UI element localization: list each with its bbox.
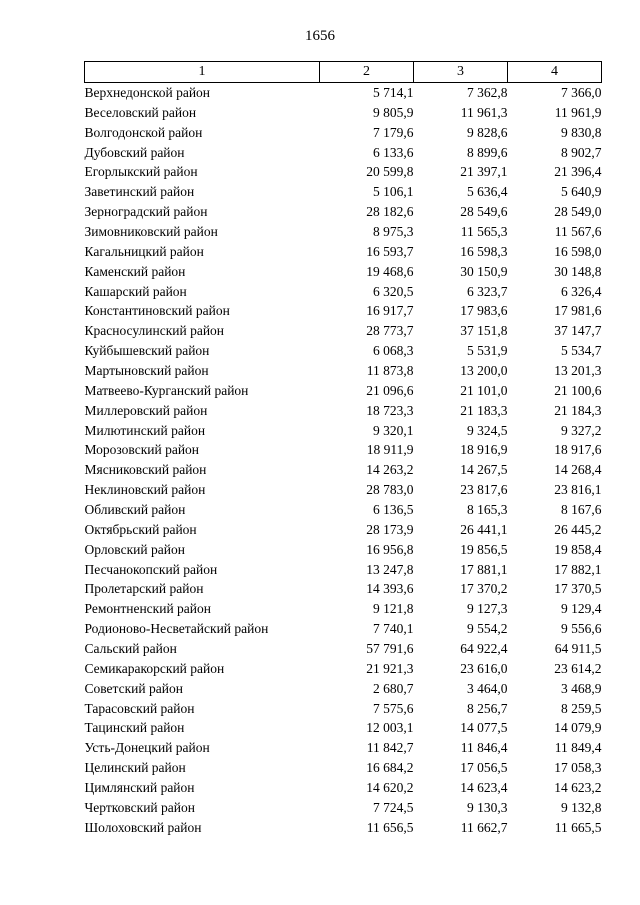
value-col2-cell: 14 263,2 bbox=[366, 462, 414, 478]
district-name-cell: Семикаракорский район bbox=[84, 660, 225, 676]
district-name-cell: Дубовский район bbox=[84, 144, 185, 160]
table-row bbox=[85, 599, 602, 619]
value-col2-cell: 6 320,5 bbox=[373, 283, 414, 299]
table-row bbox=[85, 421, 602, 441]
district-name-cell: Егорлыкский район bbox=[84, 164, 198, 180]
value-col4-cell: 5 534,7 bbox=[561, 343, 602, 359]
table-row bbox=[85, 480, 602, 500]
table-row bbox=[85, 123, 602, 143]
district-name-cell: Тацинский район bbox=[84, 720, 185, 736]
district-name-cell: Тарасовский район bbox=[84, 700, 195, 716]
table-row bbox=[85, 440, 602, 460]
district-name-cell: Советский район bbox=[84, 680, 183, 696]
value-col3-cell: 8 256,7 bbox=[467, 700, 508, 716]
district-name-cell: Ремонтненский район bbox=[84, 601, 211, 617]
table-row bbox=[85, 282, 602, 302]
value-col2-cell: 7 575,6 bbox=[373, 700, 414, 716]
table-row bbox=[85, 460, 602, 480]
value-col4-cell: 21 396,4 bbox=[554, 164, 602, 180]
value-col4-cell: 9 132,8 bbox=[561, 799, 602, 815]
table-row bbox=[85, 699, 602, 719]
district-name-cell: Пролетарский район bbox=[84, 581, 204, 597]
value-col3-cell: 28 549,6 bbox=[460, 204, 508, 220]
value-col4-cell: 64 911,5 bbox=[554, 640, 602, 656]
district-name-cell: Родионово-Несветайский район bbox=[84, 621, 269, 637]
table-row bbox=[85, 738, 602, 758]
value-col4-cell: 17 882,1 bbox=[554, 561, 602, 577]
value-col4-cell: 21 100,6 bbox=[554, 382, 602, 398]
value-col4-cell: 18 917,6 bbox=[554, 442, 602, 458]
district-name-cell: Чертковский район bbox=[84, 799, 195, 815]
value-col2-cell: 20 599,8 bbox=[366, 164, 414, 180]
table-row bbox=[85, 103, 602, 123]
value-col2-cell: 6 133,6 bbox=[373, 144, 414, 160]
district-name-cell: Обливский район bbox=[84, 501, 186, 517]
value-col4-cell: 28 549,0 bbox=[554, 204, 602, 220]
value-col2-cell: 11 873,8 bbox=[366, 362, 414, 378]
district-name-cell: Зимовниковский район bbox=[84, 223, 218, 239]
table-row bbox=[85, 341, 602, 361]
value-col3-cell: 9 130,3 bbox=[467, 799, 508, 815]
value-col3-cell: 19 856,5 bbox=[460, 541, 508, 557]
value-col2-cell: 5 714,1 bbox=[373, 84, 414, 100]
value-col2-cell: 21 096,6 bbox=[366, 382, 414, 398]
column-header-3: 3 bbox=[414, 62, 508, 83]
value-col2-cell: 6 136,5 bbox=[373, 501, 414, 517]
value-col3-cell: 9 828,6 bbox=[467, 124, 508, 140]
value-col3-cell: 17 056,5 bbox=[460, 760, 508, 776]
value-col2-cell: 7 740,1 bbox=[373, 621, 414, 637]
value-col2-cell: 12 003,1 bbox=[366, 720, 414, 736]
value-col3-cell: 21 183,3 bbox=[460, 402, 508, 418]
value-col4-cell: 30 148,8 bbox=[554, 263, 602, 279]
value-col3-cell: 11 662,7 bbox=[460, 819, 508, 835]
value-col4-cell: 6 326,4 bbox=[561, 283, 602, 299]
column-header-2: 2 bbox=[320, 62, 414, 83]
value-col4-cell: 17 370,5 bbox=[554, 581, 602, 597]
table-row bbox=[85, 500, 602, 520]
value-col2-cell: 28 783,0 bbox=[366, 482, 414, 498]
value-col2-cell: 11 842,7 bbox=[366, 740, 414, 756]
table-row bbox=[85, 818, 602, 838]
value-col2-cell: 9 805,9 bbox=[373, 104, 414, 120]
table-row bbox=[85, 798, 602, 818]
value-col4-cell: 9 129,4 bbox=[561, 601, 602, 617]
value-col2-cell: 11 656,5 bbox=[366, 819, 414, 835]
value-col3-cell: 14 267,5 bbox=[460, 462, 508, 478]
district-name-cell: Сальский район bbox=[84, 640, 177, 656]
district-name-cell: Мясниковский район bbox=[84, 462, 207, 478]
value-col3-cell: 17 370,2 bbox=[460, 581, 508, 597]
table-row bbox=[85, 639, 602, 659]
table-row bbox=[85, 222, 602, 242]
value-col2-cell: 7 724,5 bbox=[373, 799, 414, 815]
value-col4-cell: 26 445,2 bbox=[554, 521, 602, 537]
value-col2-cell: 18 723,3 bbox=[366, 402, 414, 418]
value-col4-cell: 9 830,8 bbox=[561, 124, 602, 140]
value-col3-cell: 11 961,3 bbox=[460, 104, 508, 120]
value-col3-cell: 26 441,1 bbox=[460, 521, 508, 537]
value-col4-cell: 21 184,3 bbox=[554, 402, 602, 418]
value-col4-cell: 11 567,6 bbox=[554, 223, 602, 239]
value-col3-cell: 9 324,5 bbox=[467, 422, 508, 438]
value-col2-cell: 16 684,2 bbox=[366, 760, 414, 776]
table-row bbox=[85, 202, 602, 222]
value-col2-cell: 13 247,8 bbox=[366, 561, 414, 577]
district-name-cell: Верхнедонской район bbox=[84, 84, 211, 100]
value-col2-cell: 28 773,7 bbox=[366, 323, 414, 339]
value-col3-cell: 6 323,7 bbox=[467, 283, 508, 299]
table-row bbox=[85, 381, 602, 401]
value-col4-cell: 17 981,6 bbox=[554, 303, 602, 319]
value-col2-cell: 7 179,6 bbox=[373, 124, 414, 140]
district-name-cell: Заветинский район bbox=[84, 184, 195, 200]
value-col3-cell: 30 150,9 bbox=[460, 263, 508, 279]
value-col3-cell: 5 636,4 bbox=[467, 184, 508, 200]
value-col2-cell: 2 680,7 bbox=[373, 680, 414, 696]
district-name-cell: Куйбышевский район bbox=[84, 343, 210, 359]
table-row bbox=[85, 83, 602, 103]
value-col3-cell: 64 922,4 bbox=[460, 640, 508, 656]
value-col3-cell: 37 151,8 bbox=[460, 323, 508, 339]
table-row bbox=[85, 162, 602, 182]
value-col3-cell: 9 554,2 bbox=[467, 621, 508, 637]
table-row bbox=[85, 560, 602, 580]
value-col3-cell: 7 362,8 bbox=[467, 84, 508, 100]
district-name-cell: Усть-Донецкий район bbox=[84, 740, 210, 756]
value-col2-cell: 19 468,6 bbox=[366, 263, 414, 279]
value-col4-cell: 17 058,3 bbox=[554, 760, 602, 776]
value-col2-cell: 5 106,1 bbox=[373, 184, 414, 200]
page-number: 1656 bbox=[305, 28, 335, 44]
value-col2-cell: 18 911,9 bbox=[366, 442, 414, 458]
value-col3-cell: 14 077,5 bbox=[460, 720, 508, 736]
district-name-cell: Миллеровский район bbox=[84, 402, 208, 418]
value-col4-cell: 16 598,0 bbox=[554, 243, 602, 259]
value-col3-cell: 23 616,0 bbox=[460, 660, 508, 676]
table-row bbox=[85, 401, 602, 421]
value-col2-cell: 16 917,7 bbox=[366, 303, 414, 319]
district-name-cell: Матвеево-Курганский район bbox=[84, 382, 249, 398]
value-col2-cell: 9 320,1 bbox=[373, 422, 414, 438]
district-name-cell: Неклиновский район bbox=[84, 482, 206, 498]
value-col3-cell: 3 464,0 bbox=[467, 680, 508, 696]
table-row bbox=[85, 758, 602, 778]
table-row bbox=[85, 182, 602, 202]
value-col2-cell: 14 620,2 bbox=[366, 780, 414, 795]
district-name-cell: Цимлянский район bbox=[84, 780, 195, 795]
value-col4-cell: 19 858,4 bbox=[554, 541, 602, 557]
value-col2-cell: 6 068,3 bbox=[373, 343, 414, 359]
district-name-cell: Песчанокопский район bbox=[84, 561, 218, 577]
value-col4-cell: 11 665,5 bbox=[554, 819, 602, 835]
table-row bbox=[85, 143, 602, 163]
value-col3-cell: 21 397,1 bbox=[460, 164, 508, 180]
value-col4-cell: 8 902,7 bbox=[561, 144, 602, 160]
value-col4-cell: 14 079,9 bbox=[554, 720, 602, 736]
table-row bbox=[85, 619, 602, 639]
value-col4-cell: 3 468,9 bbox=[561, 680, 602, 696]
table-row bbox=[85, 520, 602, 540]
district-name-cell: Орловский район bbox=[84, 541, 185, 557]
value-col3-cell: 11 565,3 bbox=[460, 223, 508, 239]
value-col2-cell: 16 593,7 bbox=[366, 243, 414, 259]
district-name-cell: Октябрьский район bbox=[84, 521, 197, 537]
district-name-cell: Кашарский район bbox=[84, 283, 187, 299]
district-name-cell: Милютинский район bbox=[84, 422, 206, 438]
table-row bbox=[85, 540, 602, 560]
value-col3-cell: 16 598,3 bbox=[460, 243, 508, 259]
value-col3-cell: 21 101,0 bbox=[460, 382, 508, 398]
table-row bbox=[85, 719, 602, 739]
value-col3-cell: 9 127,3 bbox=[467, 601, 508, 617]
district-table bbox=[84, 61, 602, 838]
value-col4-cell: 7 366,0 bbox=[561, 84, 602, 100]
table-row bbox=[85, 242, 602, 262]
value-col3-cell: 13 200,0 bbox=[460, 362, 508, 378]
value-col3-cell: 14 623,4 bbox=[460, 780, 508, 795]
value-col4-cell: 8 259,5 bbox=[561, 700, 602, 716]
table-row bbox=[85, 321, 602, 341]
value-col3-cell: 17 983,6 bbox=[460, 303, 508, 319]
district-name-cell: Шолоховский район bbox=[84, 819, 202, 835]
value-col4-cell: 13 201,3 bbox=[554, 362, 602, 378]
district-name-cell: Каменский район bbox=[84, 263, 186, 279]
value-col2-cell: 16 956,8 bbox=[366, 541, 414, 557]
value-col2-cell: 57 791,6 bbox=[366, 640, 414, 656]
value-col3-cell: 8 899,6 bbox=[467, 144, 508, 160]
table-row bbox=[85, 659, 602, 679]
value-col4-cell: 37 147,7 bbox=[554, 323, 602, 339]
table-row bbox=[85, 301, 602, 321]
value-col3-cell: 8 165,3 bbox=[467, 501, 508, 517]
district-name-cell: Зерноградский район bbox=[84, 204, 208, 220]
value-col2-cell: 14 393,6 bbox=[366, 581, 414, 597]
column-header-row bbox=[85, 62, 602, 83]
table-row bbox=[85, 361, 602, 381]
district-name-cell: Целинский район bbox=[84, 760, 186, 776]
district-name-cell: Волгодонской район bbox=[84, 124, 203, 140]
value-col4-cell: 14 268,4 bbox=[554, 462, 602, 478]
table-row bbox=[85, 679, 602, 699]
value-col4-cell: 23 816,1 bbox=[554, 482, 602, 498]
column-header-4: 4 bbox=[508, 62, 602, 83]
value-col4-cell: 14 623,2 bbox=[554, 780, 602, 795]
table-row bbox=[85, 778, 602, 798]
value-col2-cell: 28 182,6 bbox=[366, 204, 414, 220]
district-name-cell: Веселовский район bbox=[84, 104, 197, 120]
value-col3-cell: 17 881,1 bbox=[460, 561, 508, 577]
value-col4-cell: 9 556,6 bbox=[561, 621, 602, 637]
value-col3-cell: 23 817,6 bbox=[460, 482, 508, 498]
value-col2-cell: 8 975,3 bbox=[373, 223, 414, 239]
value-col4-cell: 11 849,4 bbox=[554, 740, 602, 756]
value-col2-cell: 21 921,3 bbox=[366, 660, 414, 676]
district-name-cell: Кагальницкий район bbox=[84, 243, 204, 259]
value-col3-cell: 18 916,9 bbox=[460, 442, 508, 458]
table-row bbox=[85, 579, 602, 599]
district-name-cell: Мартыновский район bbox=[84, 362, 209, 378]
value-col4-cell: 5 640,9 bbox=[561, 184, 602, 200]
district-name-cell: Красносулинский район bbox=[84, 323, 225, 339]
value-col3-cell: 5 531,9 bbox=[467, 343, 508, 359]
value-col2-cell: 28 173,9 bbox=[366, 521, 414, 537]
column-header-1: 1 bbox=[85, 62, 320, 83]
value-col3-cell: 11 846,4 bbox=[460, 740, 508, 756]
value-col4-cell: 23 614,2 bbox=[554, 660, 602, 676]
value-col2-cell: 9 121,8 bbox=[373, 601, 414, 617]
value-col4-cell: 8 167,6 bbox=[561, 501, 602, 517]
value-col4-cell: 9 327,2 bbox=[561, 422, 602, 438]
table-body bbox=[85, 83, 602, 838]
district-name-cell: Константиновский район bbox=[84, 303, 230, 319]
table-row bbox=[85, 262, 602, 282]
value-col4-cell: 11 961,9 bbox=[554, 104, 602, 120]
district-name-cell: Морозовский район bbox=[84, 442, 200, 458]
